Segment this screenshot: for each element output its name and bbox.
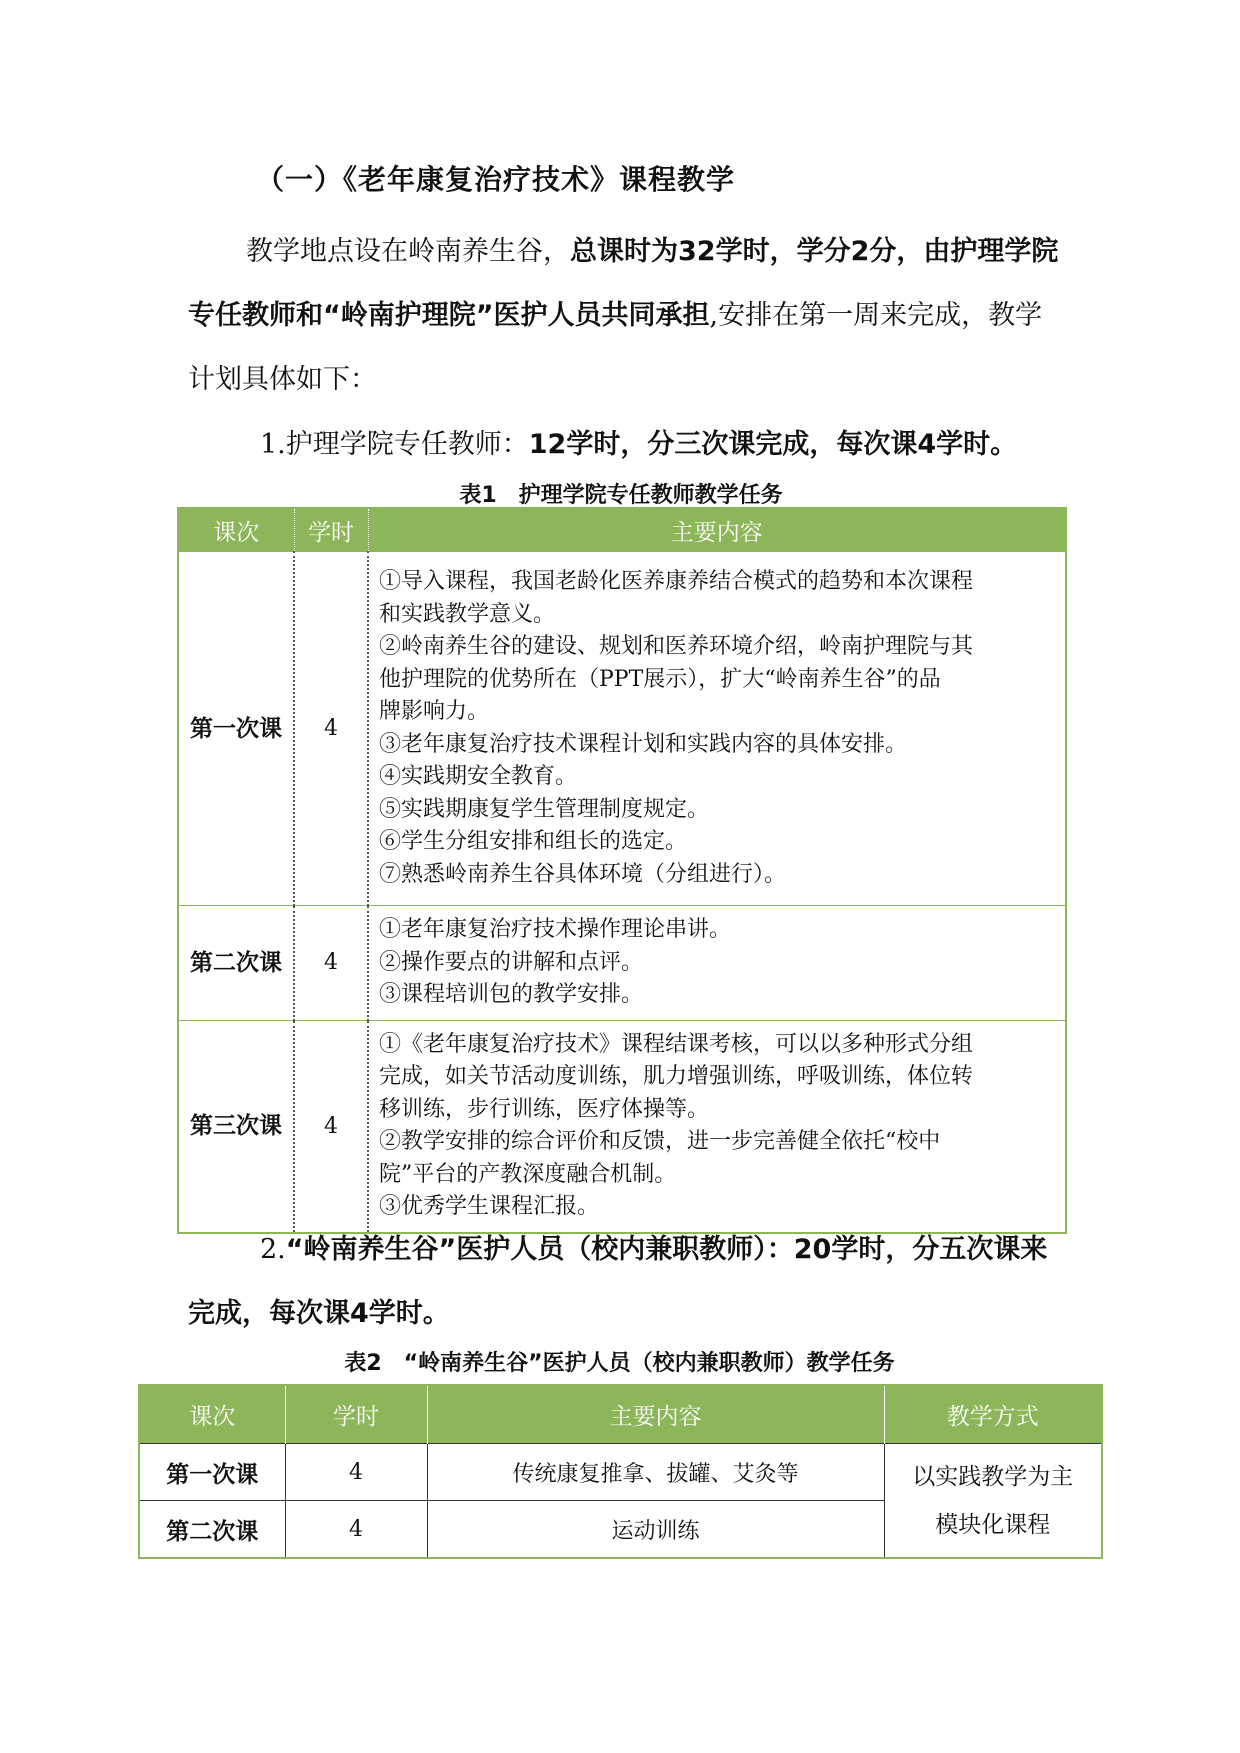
- table1-header-session: 课次: [178, 508, 294, 552]
- hours-value: 4: [294, 552, 368, 906]
- content-line: ①导入课程，我国老龄化医养康养结合模式的趋势和本次课程: [379, 569, 974, 594]
- intro-bold-text: 总课时为32学时，学分2分，由护理学院专任教师和“岭南护理院”医护人员共同承担: [188, 236, 1059, 331]
- session-label: 第二次课: [178, 906, 294, 1021]
- section1-paragraph: [188, 413, 1060, 477]
- content-line: ⑦熟悉岭南养生谷具体环境（分组进行）。: [379, 861, 787, 887]
- content-line: ③优秀学生课程汇报。: [379, 1194, 600, 1220]
- table2-header-row: [139, 1385, 1102, 1444]
- table2-header-method: 教学方式: [884, 1385, 1102, 1444]
- table1-header-row: [178, 508, 1066, 552]
- content-line: 完成，如关节活动度训练，肌力增强训练，呼吸训练，体位转: [379, 1064, 974, 1090]
- content-line: ③课程培训包的教学安排。: [379, 982, 644, 1007]
- section1-bold: 12学时，分三次课完成，每次课4学时。: [528, 429, 1018, 460]
- method-line: 模块化课程: [935, 1511, 1051, 1538]
- content-line: ⑥学生分组安排和组长的选定。: [379, 829, 688, 854]
- session-label: 第一次课: [178, 552, 294, 906]
- content-cell: [368, 906, 1066, 1021]
- content-line: ③老年康复治疗技术课程计划和实践内容的具体安排。: [379, 731, 908, 757]
- content-line: ②教学安排的综合评价和反馈，进一步完善健全依托“校中: [379, 1129, 941, 1155]
- hours-value: 4: [294, 906, 368, 1021]
- table1-header-content: 主要内容: [368, 508, 1066, 552]
- section1-prefix: 1.护理学院专任教师：: [260, 429, 529, 460]
- table1-caption: 表1 护理学院专任教师教学任务: [459, 483, 783, 508]
- content-line: ②岭南养生谷的建设、规划和医养环境介绍，岭南护理院与其: [379, 634, 974, 659]
- table-row: [178, 1020, 1066, 1233]
- content-line: 牌影响力。: [379, 699, 490, 724]
- content-cell: [368, 1020, 1066, 1233]
- session-label: 第二次课: [139, 1501, 285, 1559]
- section2-bold: “岭南养生谷”医护人员（校内兼职教师）：20学时，分五次课来完成，每次课4学时。: [188, 1234, 1048, 1329]
- content-line: ①老年康复治疗技术操作理论串讲。: [379, 917, 732, 942]
- table2-header-content: 主要内容: [427, 1385, 884, 1444]
- content-value: 传统康复推拿、拔罐、艾灸等: [427, 1444, 884, 1501]
- table2-header-hours: 学时: [285, 1385, 427, 1444]
- table1-header-hours: 学时: [294, 508, 368, 552]
- teaching-method-cell: [884, 1444, 1102, 1559]
- method-line: 以实践教学为主: [912, 1463, 1074, 1490]
- table-row: [178, 906, 1066, 1021]
- content-line: 他护理院的优势所在（PPT展示），扩大“岭南养生谷”的品: [379, 666, 941, 692]
- table2-header-session: 课次: [139, 1385, 285, 1444]
- table1: [177, 507, 1067, 1234]
- content-cell: [368, 552, 1066, 906]
- table2: [138, 1384, 1103, 1559]
- section-heading: （一）《老年康复治疗技术》课程教学: [256, 163, 736, 196]
- section2-paragraph: [188, 1218, 1060, 1346]
- content-line: ④实践期安全教育。: [379, 764, 578, 789]
- intro-paragraph: [188, 220, 1060, 412]
- hours-value: 4: [285, 1501, 427, 1559]
- section2-prefix: 2.: [260, 1234, 286, 1265]
- content-value: 运动训练: [427, 1501, 884, 1559]
- intro-tail-text: ,安排在第一周来完成，教学计划具体如下：: [188, 300, 1043, 395]
- intro-text: 教学地点设在岭南养生谷，: [246, 236, 570, 267]
- content-line: 院”平台的产教深度融合机制。: [379, 1161, 677, 1187]
- hours-value: 4: [294, 1020, 368, 1233]
- content-line: ②操作要点的讲解和点评。: [379, 949, 644, 975]
- content-line: ⑤实践期康复学生管理制度规定。: [379, 796, 710, 822]
- session-label: 第一次课: [139, 1444, 285, 1501]
- content-line: ①《老年康复治疗技术》课程结课考核，可以以多种形式分组: [379, 1031, 974, 1057]
- content-line: 和实践教学意义。: [379, 601, 556, 627]
- content-line: 移训练，步行训练，医疗体操等。: [379, 1096, 710, 1122]
- table2-caption: 表2 “岭南养生谷”医护人员（校内兼职教师）教学任务: [344, 1351, 895, 1376]
- hours-value: 4: [285, 1444, 427, 1501]
- table-row: [139, 1444, 1102, 1501]
- session-label: 第三次课: [178, 1020, 294, 1233]
- table-row: [178, 552, 1066, 906]
